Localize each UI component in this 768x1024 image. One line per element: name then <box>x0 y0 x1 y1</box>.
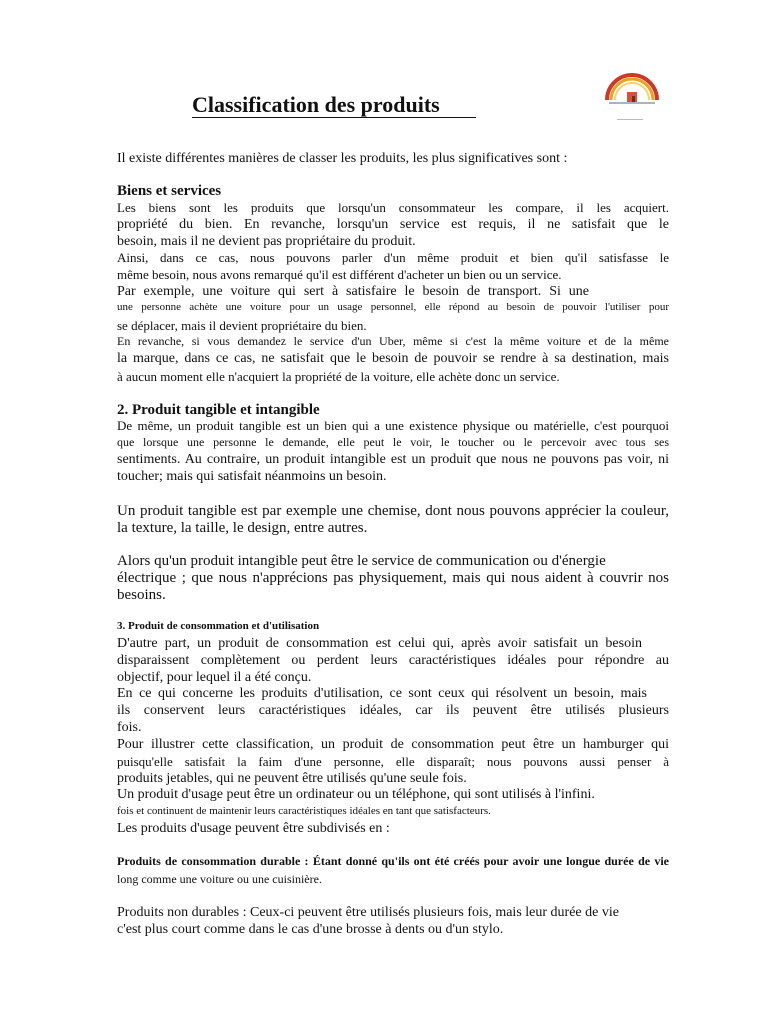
section3-heading: 3. Produit de consommation et d'utilisation <box>117 620 320 632</box>
section2-para2-line: Un produit tangible est par exemple une chemise, dont nous pouvons apprécier la couleur, <box>117 503 669 519</box>
section3-line: Les produits d'usage peuvent être subdivisés en : <box>117 821 390 836</box>
section1-line: la marque, dans ce cas, ne satisfait que le besoin de pouvoir se rendre à sa destination, mais <box>117 351 669 366</box>
section2-para3-line: Alors qu'un produit intangible peut être le service de communication ou d'énergie <box>117 553 606 569</box>
section3-line: ils conservent leurs caractéristiques idéales, car ils peuvent être utilisés plusieurs <box>117 703 669 718</box>
section1-line: Les biens sont les produits que lorsqu'un consommateur les compare, il les acquiert. <box>117 200 669 215</box>
section2-line: que lorsque une personne le demande, elle peut le voir, le toucher ou le percevoir avec tous ses <box>117 435 669 449</box>
section1-line: une personne achète une voiture pour un usage personnel, elle répond au besoin de pouvoir l'utiliser pour <box>117 301 669 313</box>
logo-underline <box>617 119 643 120</box>
section2-para3-line: besoins. <box>117 587 166 603</box>
section1-line: propriété du bien. En revanche, lorsqu'un service est requis, il ne satisfait que le <box>117 217 669 232</box>
section3-line: D'autre part, un produit de consommation est celui qui, après avoir satisfait un besoin <box>117 636 642 651</box>
section3-line: Un produit d'usage peut être un ordinateur ou un téléphone, qui sont utilisés à l'infini. <box>117 787 595 802</box>
section2-para2-line: la texture, la taille, le design, entre autres. <box>117 520 368 536</box>
section2-line: toucher; mais qui satisfait néanmoins un besoin. <box>117 469 387 484</box>
section1-line: se déplacer, mais il devient propriétaire du bien. <box>117 318 367 333</box>
intro-text: Il existe différentes manières de classer les produits, les plus significatives sont : <box>117 151 568 166</box>
section1-line: besoin, mais il ne devient pas propriétaire du produit. <box>117 234 416 249</box>
section2-line: sentiments. Au contraire, un produit intangible est un produit que nous ne pouvons pas voir, ni <box>117 452 669 467</box>
section1-line: Par exemple, une voiture qui sert à satisfaire le besoin de transport. Si une <box>117 284 589 299</box>
section3-line: produits jetables, qui ne peuvent être utilisés qu'une seule fois. <box>117 771 467 786</box>
durable-line: long comme une voiture ou une cuisinière. <box>117 872 322 886</box>
section3-line: fois. <box>117 720 142 735</box>
nondurable-line: c'est plus court comme dans le cas d'une brosse à dents ou d'un stylo. <box>117 922 504 937</box>
section3-line: disparaissent complètement ou perdent leurs caractéristiques idéales pour répondre au <box>117 653 669 668</box>
section2-line: De même, un produit tangible est un bien qui a une existence physique ou matérielle, c'est pourquoi <box>117 418 669 433</box>
nondurable-line: Produits non durables : Ceux-ci peuvent être utilisés plusieurs fois, mais leur durée de vie <box>117 905 619 920</box>
section3-line: En ce qui concerne les produits d'utilisation, ce sont ceux qui résolvent un besoin, mais <box>117 686 647 701</box>
section3-line: objectif, pour lequel il a été conçu. <box>117 670 312 685</box>
section3-line: fois et continuent de maintenir leurs caractéristiques idéales en tant que satisfacteurs. <box>117 805 491 817</box>
section3-line: Pour illustrer cette classification, un produit de consommation peut être un hamburger qui <box>117 737 669 752</box>
section3-line: puisqu'elle satisfait la faim d'une personne, elle disparaît; nous pouvons aussi penser à <box>117 754 669 769</box>
section2-para3-line: électrique ; que nous n'apprécions pas physiquement, mais qui nous aident à couvrir nos <box>117 570 669 586</box>
section1-line: En revanche, si vous demandez le service d'un Uber, même si c'est la même voiture et de la même <box>117 334 669 348</box>
durable-heading-line: Produits de consommation durable : Étant donné qu'ils ont été créés pour avoir une longue durée de vie <box>117 854 669 868</box>
section1-line: à aucun moment elle n'acquiert la propriété de la voiture, elle achète donc un service. <box>117 369 560 384</box>
section1-line: Ainsi, dans ce cas, nous pouvons parler d'un même produit et bien qu'il satisfasse le <box>117 250 669 265</box>
section1-line: même besoin, nous avons remarqué qu'il est différent d'acheter un bien ou un service. <box>117 267 562 282</box>
page-title: Classification des produits <box>192 94 476 118</box>
school-logo-icon <box>601 70 663 122</box>
section1-heading: Biens et services <box>117 183 222 199</box>
section2-heading: 2. Produit tangible et intangible <box>117 402 320 418</box>
